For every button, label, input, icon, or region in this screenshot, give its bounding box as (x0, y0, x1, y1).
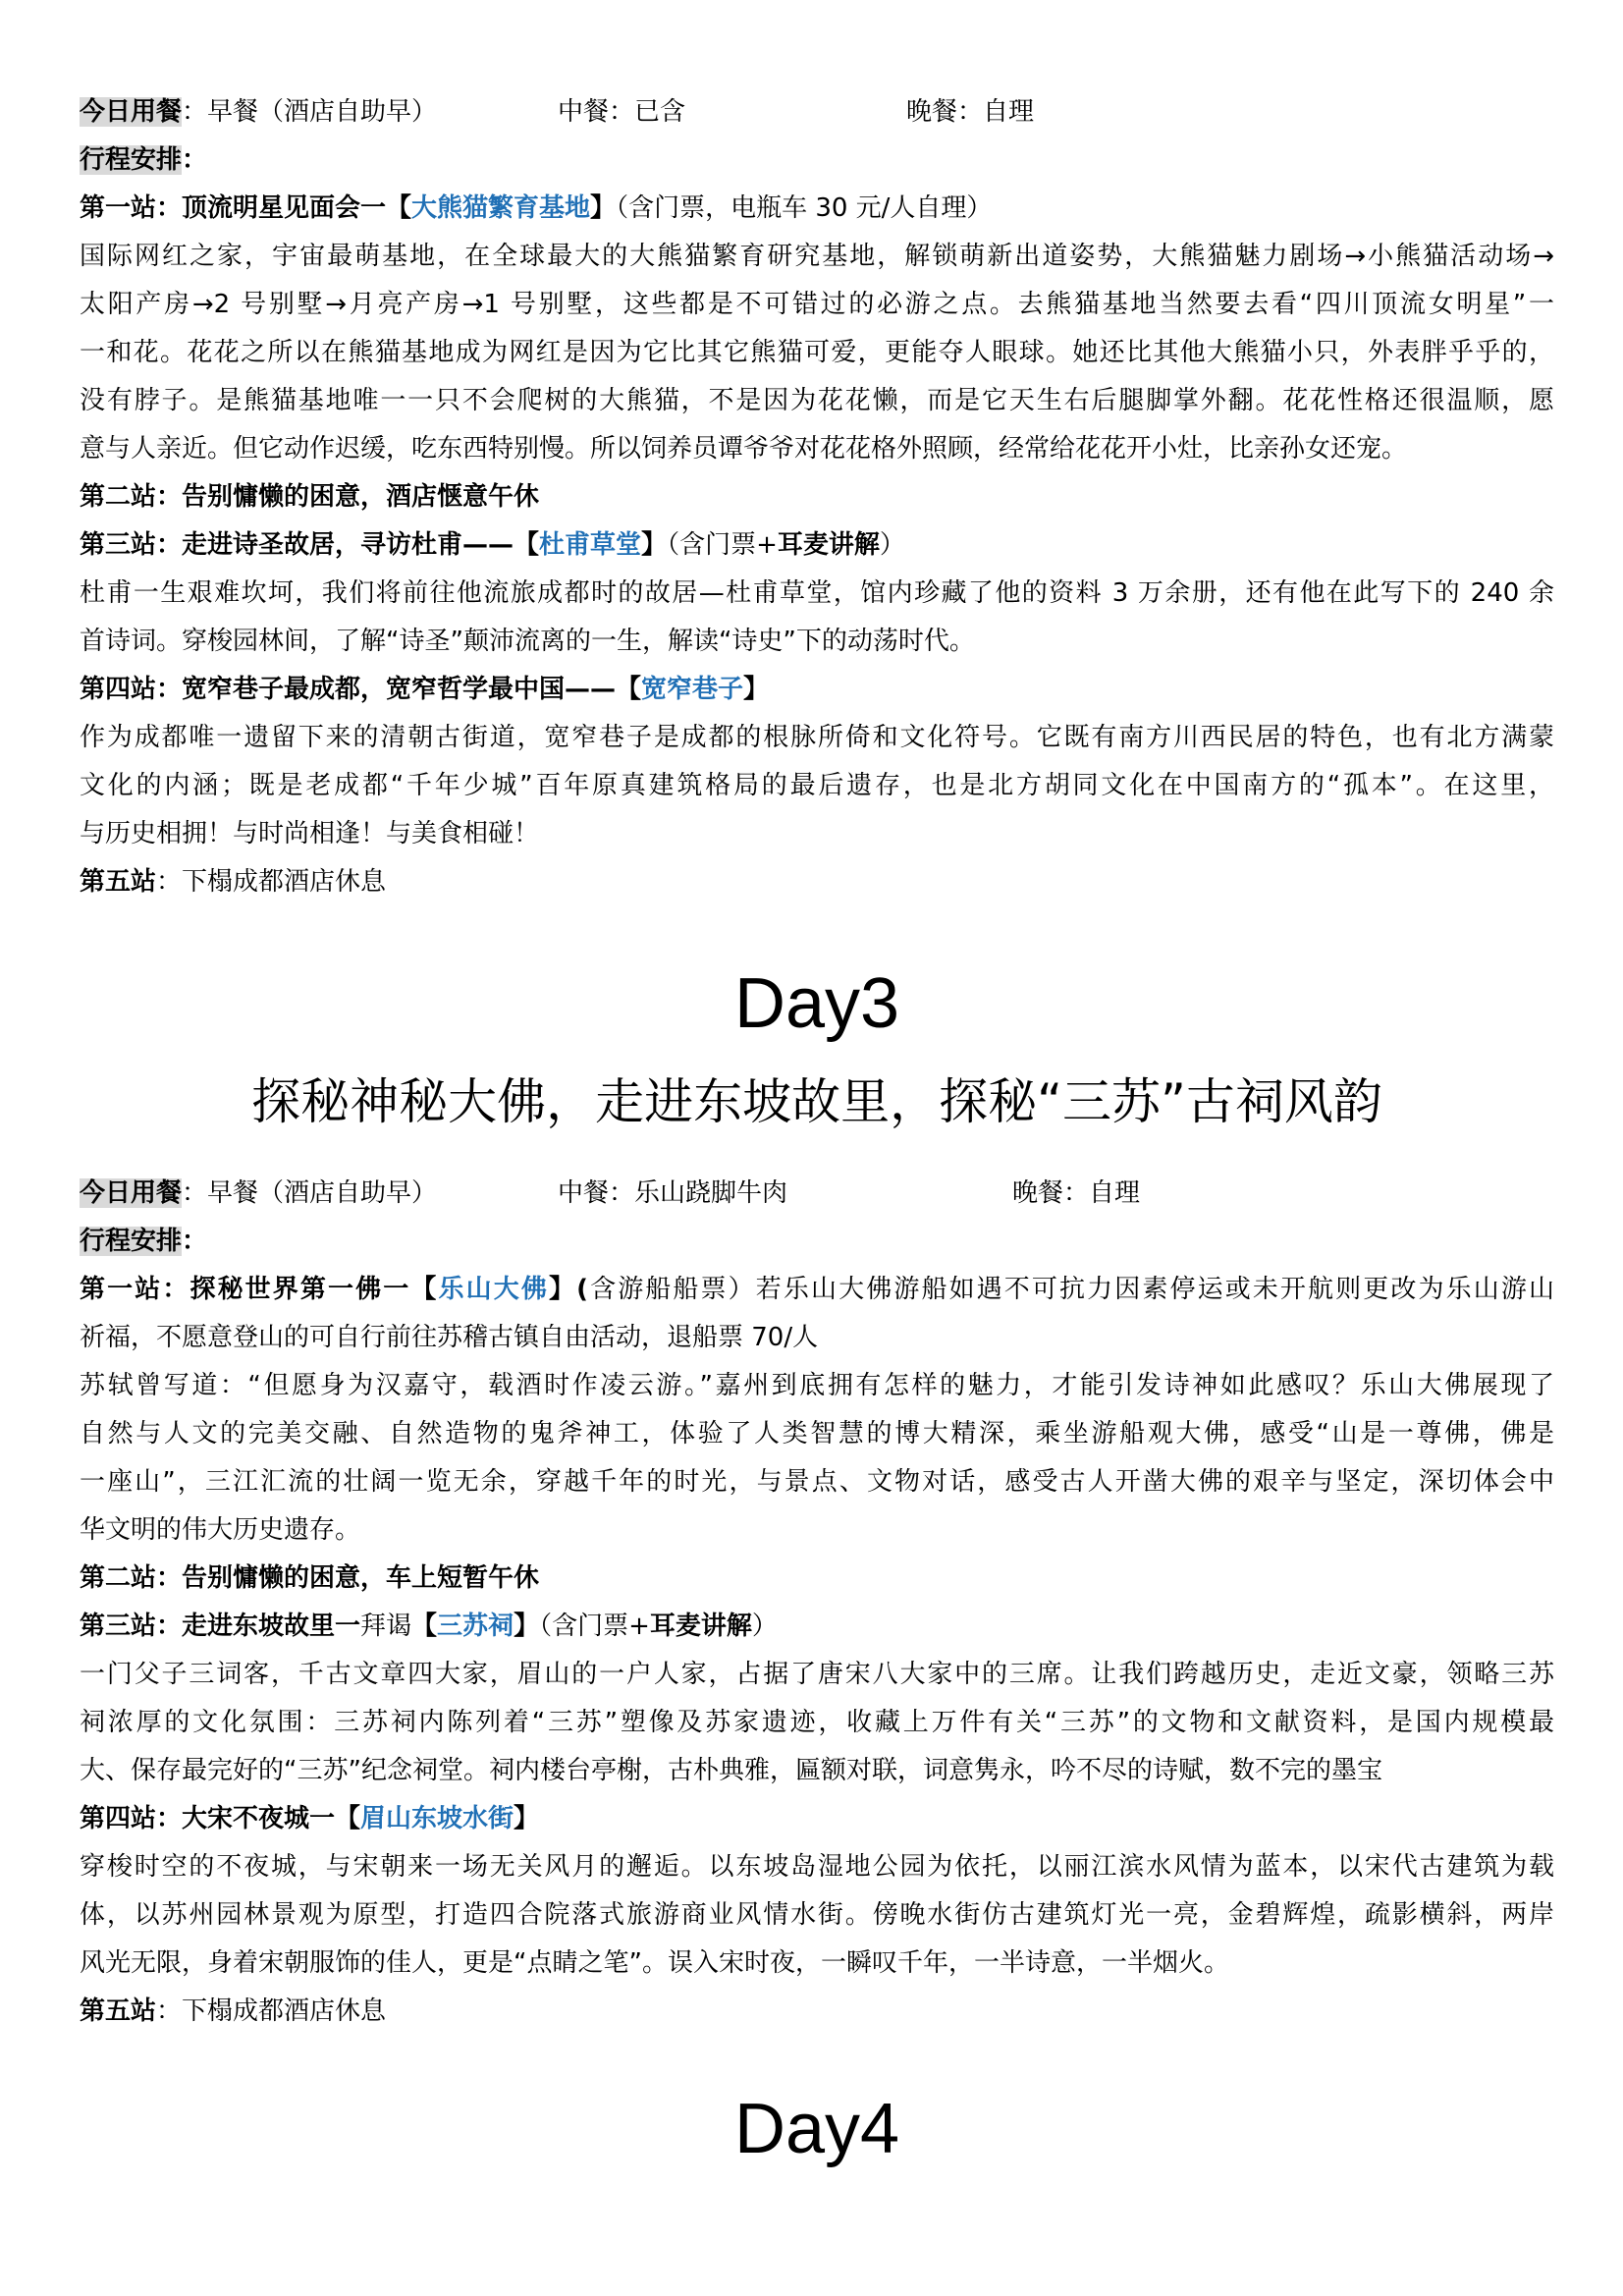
dinner-text: 晚餐：自理 (1012, 1178, 1141, 1208)
paragraph-line: 祠浓厚的文化氛围：三苏祠内陈列着“三苏”塑像及苏家遗迹，收藏上万件有关“三苏”的文物和文献资料，是国内规模最 (80, 1708, 1554, 1737)
paragraph-line: 太阳产房→2 号别墅→月亮产房→1 号别墅，这些都是不可错过的必游之点。去熊猫基地当然要去看“四川顶流女明星”一 (80, 290, 1554, 319)
stop-heading: 第四站：大宋不夜城一【眉山东坡水街】 (80, 1804, 540, 1833)
place-name: 乐山大佛 (438, 1275, 549, 1304)
stop-note: 含游船船票）若乐山大佛游船如遇不可抗力因素停运或未开航则更改为乐山游山 (587, 1275, 1554, 1304)
meals-label: 今日用餐 (80, 1178, 183, 1208)
day-subtitle: 探秘神秘大佛，走进东坡故里，探秘“三苏”古祠风韵 (251, 1073, 1382, 1130)
stop-heading: 第五站：下榻成都酒店休息 (80, 867, 387, 897)
stop-heading: 第一站：探秘世界第一佛一【乐山大佛】(含游船船票）若乐山大佛游船如遇不可抗力因素停运或未开航则更改为乐山游山 (80, 1275, 1554, 1304)
paragraph-line: 风光无限，身着宋朝服饰的佳人，更是“点睛之笔”。误入宋时夜，一瞬叹千年，一半诗意，一半烟火。 (80, 1948, 1229, 1978)
breakfast-text: ：早餐（酒店自助早） (182, 97, 438, 127)
paragraph-line: 华文明的伟大历史遗存。 (80, 1515, 361, 1545)
place-name: 三苏祠 (437, 1612, 514, 1641)
paragraph-line: 苏轼曾写道：“但愿身为汉嘉守，载酒时作凌云游。”嘉州到底拥有怎样的魅力，才能引发诗神如此感叹？乐山大佛展现了 (80, 1371, 1554, 1400)
paragraph-line: 杜甫一生艰难坎坷，我们将前往他流旅成都时的故居—杜甫草堂，馆内珍藏了他的资料 3 万余册，还有他在此写下的 240 余 (80, 578, 1554, 608)
lunch-text: 中餐：已含 (558, 97, 686, 127)
place-name: 杜甫草堂 (539, 530, 642, 560)
stop-heading: 第二站：告别慵懒的困意，车上短暂午休 (80, 1563, 540, 1593)
day-heading: Day4 (733, 2090, 900, 2168)
paragraph-line: 穿梭时空的不夜城，与宋朝来一场无关风月的邂逅。以东坡岛湿地公园为依托，以丽江滨水风情为蓝本，以宋代古建筑为载 (80, 1852, 1554, 1882)
meals-row-day2 (80, 88, 1554, 137)
place-name: 眉山东坡水街 (360, 1804, 514, 1833)
stop-note: （含门票，电瓶车 30 元/人自理） (616, 193, 993, 223)
stop-heading: 第五站：下榻成都酒店休息 (80, 1996, 387, 2026)
stop-heading: 第一站：顶流明星见面会一【大熊猫繁育基地】（含门票，电瓶车 30 元/人自理） (80, 193, 993, 223)
stop-heading: 第三站：走进诗圣故居，寻访杜甫——【杜甫草堂】（含门票+耳麦讲解） (80, 530, 905, 560)
paragraph-line: 文化的内涵；既是老成都“千年少城”百年原真建筑格局的最后遗存，也是北方胡同文化在中国南方的“孤本”。在这里， (80, 771, 1554, 800)
schedule-label-row: 行程安排： (80, 145, 208, 175)
stop-label: 第三站：走进东坡故里一 (80, 1612, 361, 1641)
meals-label: 今日用餐 (80, 97, 183, 127)
stop-label: 第一站：探秘世界第一佛一 (80, 1275, 411, 1304)
place-name: 宽窄巷子 (641, 675, 744, 704)
place-name: 大熊猫繁育基地 (411, 193, 591, 223)
paragraph-line: 首诗词。穿梭园林间，了解“诗圣”颠沛流离的一生，解读“诗史”下的动荡时代。 (80, 627, 975, 656)
meals-row-day3 (80, 1170, 1554, 1218)
schedule-label-row: 行程安排： (80, 1227, 208, 1256)
paragraph-line: 体，以苏州园林景观为原型，打造四合院落式旅游商业风情水街。傍晚水街仿古建筑灯光一亮，金碧辉煌，疏影横斜，两岸 (80, 1900, 1554, 1930)
stop-label: 第四站：大宋不夜城一 (80, 1804, 336, 1833)
stop-label: 第四站：宽窄巷子最成都，宽窄哲学最中国—— (80, 675, 617, 704)
paragraph-line: 作为成都唯一遗留下来的清朝古街道，宽窄巷子是成都的根脉所倚和文化符号。它既有南方川西民居的特色，也有北方满蒙 (80, 723, 1554, 752)
schedule-label: 行程安排 (80, 1227, 183, 1256)
dinner-text: 晚餐：自理 (906, 97, 1035, 127)
stop-label: 第三站：走进诗圣故居，寻访杜甫—— (80, 530, 514, 560)
stop-heading: 第二站：告别慵懒的困意，酒店惬意午休 (80, 482, 540, 512)
stop-heading: 第三站：走进东坡故里一拜谒【三苏祠】（含门票+耳麦讲解） (80, 1612, 778, 1641)
paragraph-line: 意与人亲近。但它动作迟缓，吃东西特别慢。所以饲养员谭爷爷对花花格外照顾，经常给花花开小灶，比亲孙女还宠。 (80, 434, 1408, 464)
paragraph-line: 国际网红之家，宇宙最萌基地，在全球最大的大熊猫繁育研究基地，解锁萌新出道姿势，大熊猫魅力剧场→小熊猫活动场→ (80, 242, 1554, 271)
paragraph-line: 一座山”，三江汇流的壮阔一览无余，穿越千年的时光，与景点、文物对话，感受古人开凿大佛的艰辛与坚定，深切体会中 (80, 1467, 1554, 1497)
stop-heading: 第四站：宽窄巷子最成都，宽窄哲学最中国——【宽窄巷子】 (80, 675, 770, 704)
paragraph-line: 没有脖子。是熊猫基地唯一一只不会爬树的大熊猫，不是因为花花懒，而是它天生右后腿脚掌外翻。花花性格还很温顺，愿 (80, 386, 1554, 415)
day-heading: Day3 (733, 964, 900, 1043)
paragraph-line: 与历史相拥！与时尚相逢！与美食相碰！ (80, 819, 540, 848)
paragraph-line: 祈福，不愿意登山的可自行前往苏稽古镇自由活动，退船票 70/人 (80, 1323, 819, 1352)
stop-label: 第一站：顶流明星见面会一 (80, 193, 387, 223)
schedule-label: 行程安排 (80, 145, 183, 175)
paragraph-line: 大、保存最完好的“三苏”纪念祠堂。祠内楼台亭榭，古朴典雅，匾额对联，词意隽永，吟不尽的诗赋，数不完的墨宝 (80, 1756, 1382, 1785)
paragraph-line: 一门父子三词客，千古文章四大家，眉山的一户人家，占据了唐宋八大家中的三席。让我们跨越历史，走近文豪，领略三苏 (80, 1660, 1554, 1689)
breakfast-text: ：早餐（酒店自助早） (182, 1178, 438, 1208)
paragraph-line: 自然与人文的完美交融、自然造物的鬼斧神工，体验了人类智慧的博大精深，乘坐游船观大佛，感受“山是一尊佛，佛是 (80, 1419, 1554, 1449)
lunch-text: 中餐：乐山跷脚牛肉 (558, 1178, 788, 1208)
paragraph-line: 一和花。花花之所以在熊猫基地成为网红是因为它比其它熊猫可爱，更能夺人眼球。她还比其他大熊猫小只，外表胖乎乎的， (80, 338, 1554, 367)
